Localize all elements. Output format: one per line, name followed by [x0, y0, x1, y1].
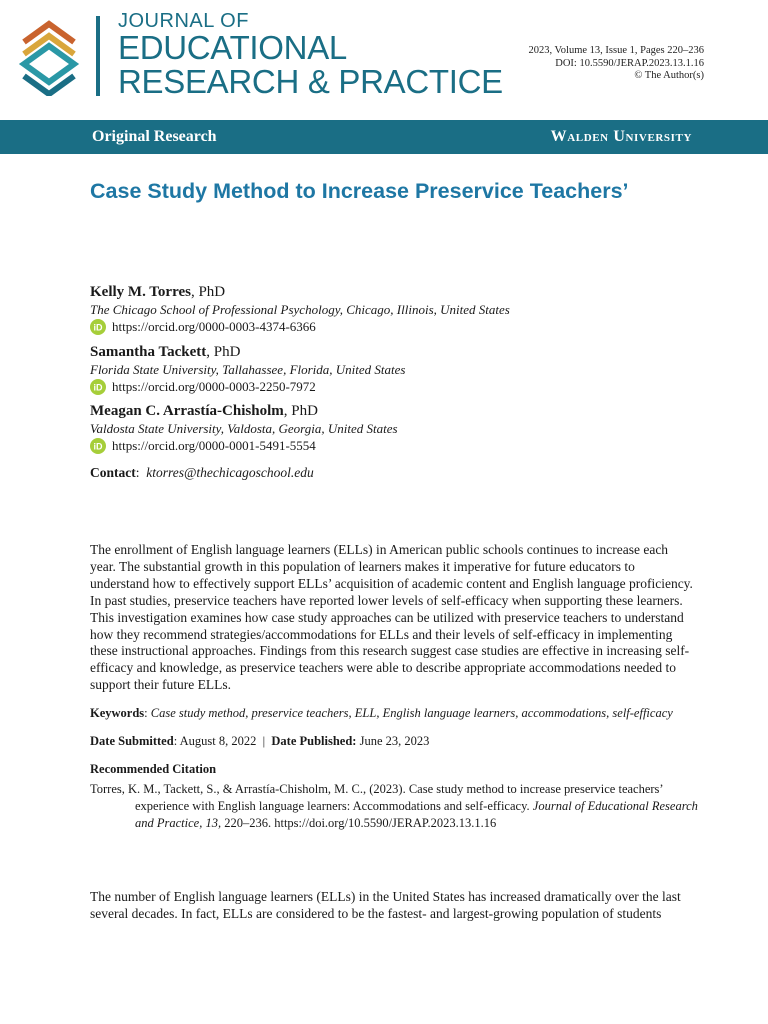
- citation-line1: Torres, K. M., Tackett, S., & Arrastía-Chisholm, M. C., (2023). Case study method to increase preservice teachers’: [90, 782, 664, 796]
- contact-line: [90, 465, 314, 481]
- svg-text:iD: iD: [93, 322, 103, 333]
- journal-header: [0, 0, 768, 120]
- date-published: June 23, 2023: [359, 734, 430, 748]
- keywords: Keywords: Case study method, preservice teachers, ELL, English language learners, accommodations, self-efficacy: [90, 706, 673, 720]
- author-name: Kelly M. Torres, PhD: [90, 284, 226, 300]
- citation-heading: Recommended Citation: [90, 762, 217, 776]
- orcid-link[interactable]: https://orcid.org/0000-0001-5491-5554: [112, 438, 316, 453]
- journal-name-prefix: JOURNAL OF: [118, 10, 249, 32]
- orcid-row[interactable]: [90, 437, 690, 455]
- journal-name-line1: EDUCATIONAL: [118, 29, 347, 66]
- logo-divider: [96, 16, 100, 96]
- date-submitted: August 8, 2022: [179, 734, 257, 748]
- citation-line3: and Practice, 13, 220–236. https://doi.org/10.5590/JERAP.2023.13.1.16: [135, 816, 497, 830]
- article-title: Case Study Method to Increase Preservice Teachers’: [90, 179, 629, 203]
- orcid-icon[interactable]: [90, 438, 106, 454]
- dates: Date Submitted: August 8, 2022 | Date Published: June 23, 2023: [90, 734, 430, 748]
- author-affiliation: The Chicago School of Professional Psychology, Chicago, Illinois, United States: [90, 302, 510, 317]
- doi[interactable]: DOI: 10.5590/JERAP.2023.13.1.16: [555, 57, 704, 69]
- orcid-link[interactable]: https://orcid.org/0000-0003-4374-6366: [112, 319, 316, 334]
- orcid-row[interactable]: [90, 318, 690, 336]
- recommended-citation: [90, 781, 700, 832]
- svg-text:iD: iD: [93, 382, 103, 393]
- journal-name-line2: RESEARCH & PRACTICE: [118, 63, 503, 100]
- keywords-label: Keywords: [90, 706, 145, 720]
- contact-label: Contact: [90, 465, 136, 480]
- intro-paragraph: The number of English language learners (ELLs) in the United States has increased dramatically over the last several decades. In fact, ELLs are considered to be the fastest- and largest-growing population of students: [90, 889, 681, 921]
- author-block: [90, 343, 690, 396]
- article-type-label: Original Research: [92, 128, 217, 145]
- university-logo: Walden University: [550, 128, 692, 145]
- journal-logo-icon: [18, 20, 80, 96]
- citation-line2: experience with English language learners: Accommodations and self-efficacy. Journal of Educational Research: [135, 799, 698, 813]
- publication-meta: [529, 45, 705, 83]
- author-name: Meagan C. Arrastía-Chisholm, PhD: [90, 403, 318, 419]
- contact-colon: :: [135, 465, 147, 480]
- orcid-icon[interactable]: [90, 319, 106, 335]
- author-affiliation: Valdosta State University, Valdosta, Georgia, United States: [90, 421, 398, 436]
- volume-info: 2023, Volume 13, Issue 1, Pages 220–236: [528, 45, 704, 56]
- orcid-row[interactable]: [90, 378, 690, 396]
- section-band: [0, 120, 768, 154]
- author-affiliation: Florida State University, Tallahassee, Florida, United States: [90, 362, 406, 377]
- contact-email[interactable]: ktorres@thechicagoschool.edu: [146, 465, 314, 480]
- abstract: The enrollment of English language learners (ELLs) in American public schools continues to increase each year. The substantial growth in this population of learners makes it imperative for future educators to understand how to effectively support ELLs’ acquisition of academic content and English language proficiency. In past studies, preservice teachers have reported lower levels of self-efficacy when supporting these learners. This investigation examines how case study approaches can be utilized with preservice teachers to understand how they recommend strategies/accommodations for ELLs and their levels of self-efficacy in implementing these instructional approaches. Findings from this research suggest case studies are effective in increasing self-efficacy and knowledge, as preservice teachers were able to describe appropriate accommodations needed to support their future ELLs.: [90, 542, 693, 693]
- author-block: [90, 283, 690, 336]
- author-block: [90, 402, 690, 455]
- copyright: © The Author(s): [634, 70, 704, 81]
- date-separator: |: [262, 734, 266, 748]
- orcid-link[interactable]: https://orcid.org/0000-0003-2250-7972: [112, 379, 316, 394]
- orcid-icon[interactable]: [90, 379, 106, 395]
- date-submitted-label: Date Submitted: [90, 734, 174, 748]
- keywords-value: Case study method, preservice teachers, ELL, English language learners, accommodations, self-efficacy: [150, 706, 673, 720]
- date-published-label: Date Published:: [271, 734, 357, 748]
- svg-text:iD: iD: [93, 441, 103, 452]
- author-name: Samantha Tackett, PhD: [90, 344, 241, 360]
